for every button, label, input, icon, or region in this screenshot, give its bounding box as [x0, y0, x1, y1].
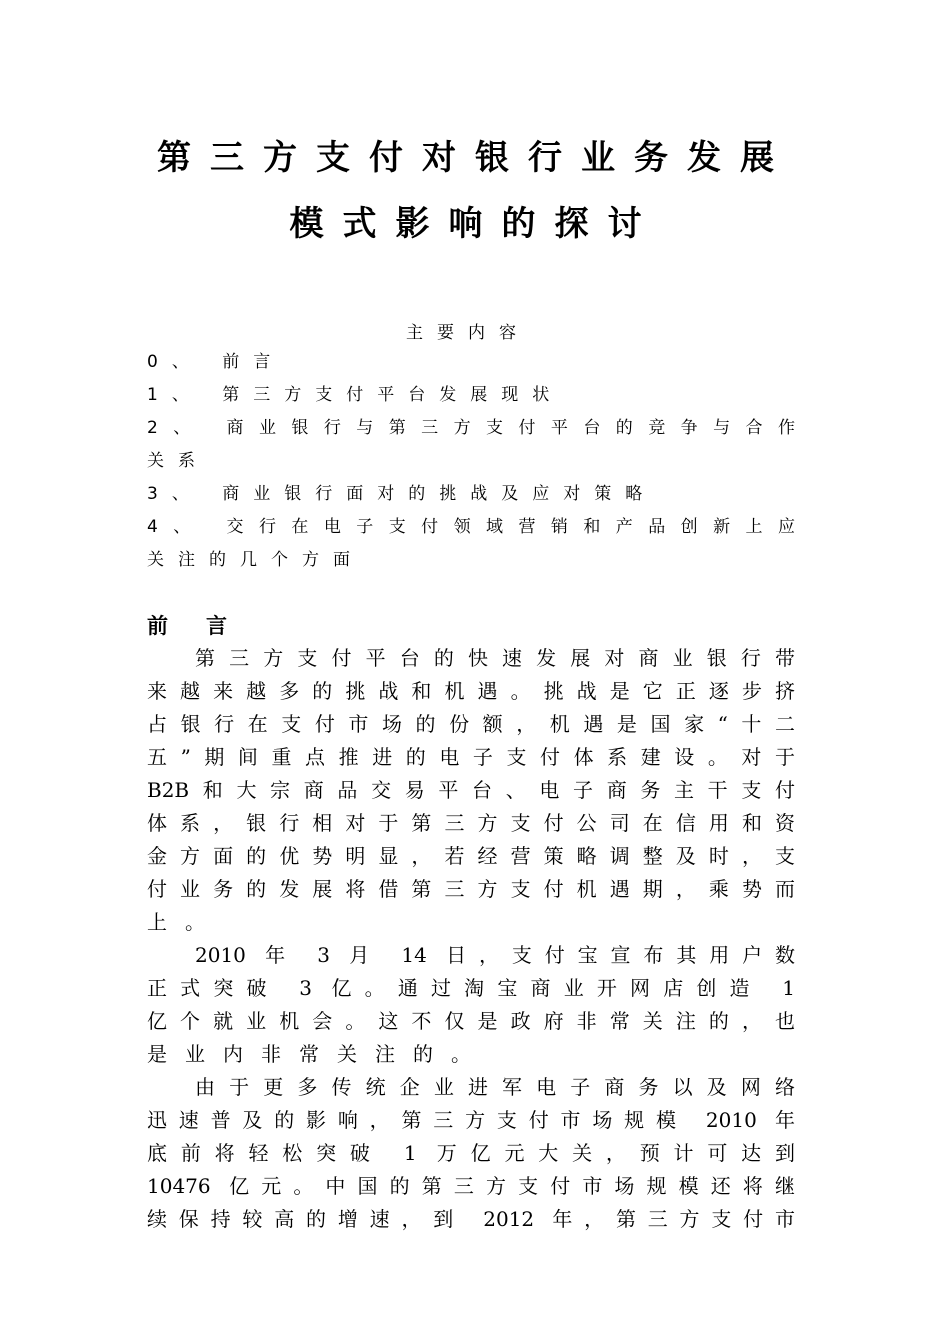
paragraph-line: 上。: [147, 910, 223, 934]
paragraph-line: 五”期间重点推进的电子支付体系建设。对于: [147, 745, 795, 769]
toc-item-2-cont: 关系: [147, 451, 209, 471]
paragraph-line: 底前将轻松突破 1 万亿元大关，预计可达到: [147, 1141, 795, 1165]
paragraph-line: 金方面的优势明显，若经营策略调整及时，支: [147, 844, 795, 868]
paragraph-line: B2B和大宗商品交易平台、电子商务主干支付: [147, 778, 795, 802]
document-title-line-1: 第三方支付对银行业务发展: [157, 138, 793, 178]
toc-item-1: 1、 第三方支付平台发展现状: [147, 385, 564, 405]
toc-heading: 主要内容: [406, 323, 530, 343]
paragraph-line: 占银行在支付市场的份额，机遇是国家“十二: [147, 712, 795, 736]
paragraph-line: 由于更多传统企业进军电子商务以及网络: [195, 1075, 795, 1099]
toc-item-4-cont: 关注的几个方面: [147, 550, 364, 570]
paragraph-line: 2010 年 3 月 14 日，支付宝宣布其用户数: [195, 943, 795, 967]
paragraph-line: 续保持较高的增速，到 2012 年，第三方支付市: [147, 1207, 795, 1231]
paragraph-line: 来越来越多的挑战和机遇。挑战是它正逐步挤: [147, 679, 795, 703]
paragraph-line: 第三方支付平台的快速发展对商业银行带: [195, 646, 795, 670]
paragraph-line: 是业内非常关注的。: [147, 1042, 489, 1066]
paragraph-line: 亿个就业机会。这不仅是政府非常关注的，也: [147, 1009, 795, 1033]
toc-item-3: 3、 商业银行面对的挑战及应对策略: [147, 484, 657, 504]
toc-item-0: 0、 前言: [147, 352, 285, 372]
toc-item-4: 4、 交行在电子支付领域营销和产品创新上应: [147, 517, 795, 537]
section-heading: 前言: [147, 613, 265, 638]
paragraph-line: 迅速普及的影响，第三方支付市场规模 2010 年: [147, 1108, 795, 1132]
paragraph-line: 体系，银行相对于第三方支付公司在信用和资: [147, 811, 795, 835]
document-title-line-2: 模式影响的探讨: [289, 204, 661, 244]
paragraph-line: 10476 亿元。中国的第三方支付市场规模还将继: [147, 1174, 795, 1198]
toc-item-2: 2、 商业银行与第三方支付平台的竞争与合作: [147, 418, 795, 438]
paragraph-line: 付业务的发展将借第三方支付机遇期，乘势而: [147, 877, 795, 901]
paragraph-line: 正式突破 3 亿。通过淘宝商业开网店创造 1: [147, 976, 795, 1000]
